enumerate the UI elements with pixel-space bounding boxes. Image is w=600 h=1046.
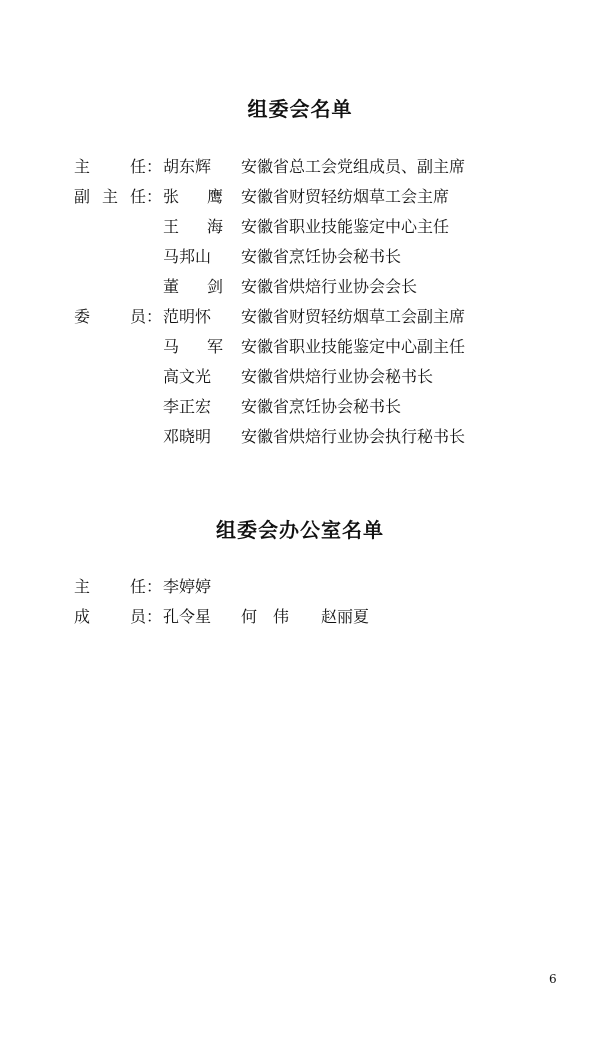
committee-row <box>0 186 600 208</box>
person-name: 胡东辉 <box>163 157 212 176</box>
committee-row <box>0 276 600 298</box>
committee-row <box>0 366 600 388</box>
office-members-row <box>0 606 600 628</box>
organization-title: 安徽省职业技能鉴定中心主任 <box>241 217 450 236</box>
organization-title: 安徽省总工会党组成员、副主席 <box>241 157 466 176</box>
committee-row <box>0 306 600 328</box>
committee-row <box>0 246 600 268</box>
organization-title: 安徽省烘焙行业协会会长 <box>241 277 418 296</box>
person-name: 张 鹰 <box>163 187 223 206</box>
committee-row <box>0 156 600 178</box>
role-label: 委 员： <box>74 307 162 326</box>
organization-title: 安徽省职业技能鉴定中心副主任 <box>241 337 466 356</box>
person-name: 邓晓明 <box>163 427 212 446</box>
person-name: 王 海 <box>163 217 223 236</box>
office-title: 组委会办公室名单 <box>216 518 384 542</box>
role-label: 副 主 任： <box>74 187 162 206</box>
person-name: 马 军 <box>163 337 223 356</box>
role-label: 主 任： <box>74 577 162 596</box>
organization-title: 安徽省财贸轻纺烟草工会副主席 <box>241 307 466 326</box>
person-name: 范明怀 <box>163 307 212 326</box>
person-name: 孔令星 <box>163 607 212 626</box>
page-number: 6 <box>549 972 557 986</box>
committee-row <box>0 336 600 358</box>
person-name: 李正宏 <box>163 397 212 416</box>
role-label: 主 任： <box>74 157 162 176</box>
person-name: 高文光 <box>163 367 212 386</box>
person-name: 赵丽夏 <box>321 607 370 626</box>
person-name: 董 剑 <box>163 277 223 296</box>
organization-title: 安徽省烘焙行业协会秘书长 <box>241 367 434 386</box>
organization-title: 安徽省烹饪协会秘书长 <box>241 397 402 416</box>
person-name: 马邦山 <box>163 247 212 266</box>
organization-title: 安徽省烹饪协会秘书长 <box>241 247 402 266</box>
role-label: 成 员： <box>74 607 162 626</box>
person-name: 何 伟 <box>241 607 290 626</box>
person-name: 李婷婷 <box>163 577 212 596</box>
office-director-row <box>0 576 600 598</box>
committee-row <box>0 216 600 238</box>
organization-title: 安徽省烘焙行业协会执行秘书长 <box>241 427 466 446</box>
committee-title: 组委会名单 <box>247 97 353 121</box>
committee-row <box>0 426 600 448</box>
organization-title: 安徽省财贸轻纺烟草工会主席 <box>241 187 450 206</box>
committee-row <box>0 396 600 418</box>
